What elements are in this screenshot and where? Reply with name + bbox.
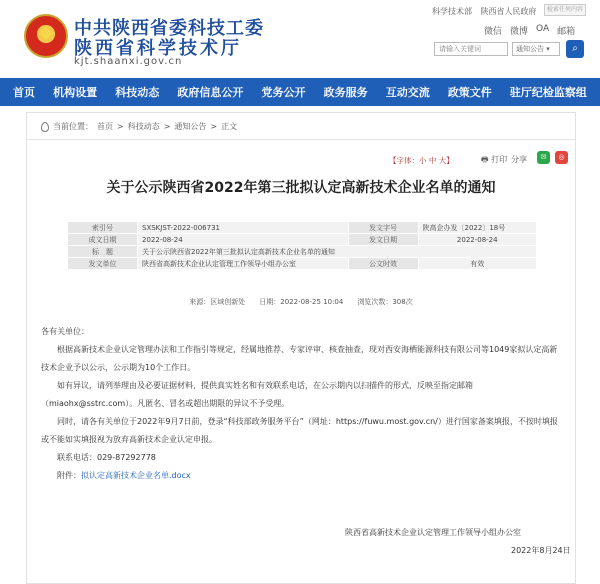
meta-validity-value: 有效 bbox=[418, 258, 536, 270]
nav-organization[interactable]: 机构设置 bbox=[53, 86, 98, 99]
salutation: 各有关单位： bbox=[41, 327, 89, 336]
toplink-most[interactable]: 科学技术部 bbox=[432, 7, 472, 16]
toplink-gov[interactable]: 陕西省人民政府 bbox=[480, 7, 537, 16]
table-row bbox=[68, 222, 537, 234]
nav-home[interactable]: 首页 bbox=[13, 86, 36, 99]
breadcrumb-separator: > bbox=[210, 122, 218, 131]
breadcrumb-current: 正文 bbox=[221, 122, 238, 131]
signature-org: 陕西省高新技术企业认定管理工作领导小组办公室 bbox=[345, 528, 521, 537]
breadcrumb bbox=[41, 121, 237, 132]
nav-inspection[interactable]: 驻厅纪检监察组 bbox=[509, 86, 587, 99]
breadcrumb-prefix: 当前位置： bbox=[53, 122, 93, 131]
wechat-link-icon[interactable]: 微信 bbox=[484, 27, 503, 37]
meta-subject-value: 关于公示陕西省2022年第三批拟认定高新技术企业名单的通知 bbox=[138, 246, 537, 258]
meta-issued-value: 2022-08-24 bbox=[418, 234, 536, 246]
share-label: 分享 bbox=[511, 155, 527, 164]
breadcrumb-notices[interactable]: 通知公告 bbox=[174, 122, 207, 131]
search-button[interactable] bbox=[566, 40, 584, 58]
weibo-share-icon[interactable]: ◎ bbox=[555, 151, 568, 164]
article-source-line: 来源：区域创新处 日期：2022-08-25 10:04 浏览次数：308次 bbox=[189, 298, 413, 306]
main-nav bbox=[0, 78, 600, 106]
print-button[interactable]: 🖶 打印 bbox=[481, 155, 508, 164]
paragraph: 同时，请各有关单位于2022年9月7日前，登录“科技部政务服务平台”（网址：https://fuwu.most.gov.cn/）进行国家备案填报，不按时填报或不能如实填报视为放弃高新技术企业认定申报。 bbox=[41, 417, 558, 444]
attachment-line bbox=[41, 467, 561, 485]
top-links bbox=[432, 6, 543, 17]
search-input[interactable]: 请输入关键词 bbox=[434, 42, 508, 56]
nav-policy[interactable]: 政策文件 bbox=[447, 86, 492, 99]
nav-gov-services[interactable]: 政务服务 bbox=[323, 86, 368, 99]
table-row bbox=[68, 246, 537, 258]
meta-index-label: 索引号 bbox=[68, 222, 138, 234]
meta-created-value: 2022-08-24 bbox=[138, 234, 349, 246]
breadcrumb-divider bbox=[27, 139, 575, 140]
location-pin-icon bbox=[41, 122, 49, 132]
breadcrumb-home[interactable]: 首页 bbox=[97, 122, 113, 131]
article-title: 关于公示陕西省2022年第三批拟认定高新技术企业名单的通知 bbox=[106, 180, 496, 196]
nav-gov-info[interactable]: 政府信息公开 bbox=[177, 86, 244, 99]
mail-link-icon[interactable]: 邮箱 bbox=[557, 27, 576, 37]
table-row bbox=[68, 234, 537, 246]
site-header bbox=[0, 0, 600, 78]
meta-validity-label: 公文时效 bbox=[348, 258, 418, 270]
header-icon-row bbox=[484, 24, 575, 37]
meta-created-label: 成文日期 bbox=[68, 234, 138, 246]
attachment-link[interactable]: 拟认定高新技术企业名单.docx bbox=[81, 471, 191, 480]
search-scope-select[interactable]: 通知公告 ▾ bbox=[512, 42, 560, 56]
article-panel bbox=[26, 112, 576, 584]
article-body bbox=[41, 323, 561, 485]
print-label: 打印 bbox=[491, 155, 508, 164]
site-title: 中共陕西省委科技工委 bbox=[74, 18, 264, 39]
oa-link-icon[interactable]: OA bbox=[536, 24, 550, 34]
table-row bbox=[68, 258, 537, 270]
nav-interaction[interactable]: 互动交流 bbox=[385, 86, 430, 99]
paragraph: 如有异议，请列举理由及必要证据材料，提供真实姓名和有效联系电话，在公示期内以扫描件的形式，反映至指定邮箱（miaohx@sstrc.com）。凡匿名、冒名或超出期限的异议不予受理。 bbox=[41, 381, 473, 408]
contact-phone: 联系电话：029-87292778 bbox=[57, 453, 156, 462]
meta-docno-value: 陕高企办发〔2022〕18号 bbox=[418, 222, 536, 234]
meta-docno-label: 发文字号 bbox=[348, 222, 418, 234]
weibo-link-icon[interactable]: 微博 bbox=[510, 27, 529, 37]
document-meta-table bbox=[67, 221, 537, 270]
meta-org-label: 发文单位 bbox=[68, 258, 138, 270]
nav-tech-news[interactable]: 科技动态 bbox=[115, 86, 160, 99]
top-search-button[interactable]: 检索任何内容 bbox=[544, 4, 586, 16]
breadcrumb-separator: > bbox=[117, 122, 124, 131]
meta-issued-label: 发文日期 bbox=[348, 234, 418, 246]
signature-date: 2022年8月24日 bbox=[511, 546, 571, 555]
site-domain: kjt.shaanxi.gov.cn bbox=[74, 56, 183, 67]
breadcrumb-separator: > bbox=[163, 122, 171, 131]
national-emblem-logo bbox=[24, 14, 68, 58]
wechat-share-icon[interactable]: ✉ bbox=[537, 151, 550, 164]
meta-subject-label: 标 题 bbox=[68, 246, 138, 258]
breadcrumb-tech-news[interactable]: 科技动态 bbox=[127, 122, 160, 131]
meta-index-value: SXSKJST-2022-006731 bbox=[138, 222, 349, 234]
site-subtitle: 陕西省科学技术厅 bbox=[74, 38, 242, 59]
search-icon: ⌕ bbox=[572, 43, 578, 54]
nav-party-affairs[interactable]: 党务公开 bbox=[261, 86, 306, 99]
font-size-switcher[interactable]: 【字体：小 中 大】 bbox=[389, 156, 454, 165]
meta-org-value: 陕西省高新技术企业认定管理工作领导小组办公室 bbox=[138, 258, 349, 270]
attachment-label: 附件： bbox=[57, 471, 81, 480]
paragraph: 根据高新技术企业认定管理办法和工作指引等规定，经属地推荐、专家评审、核查抽查，现对西安海栖能源科技有限公司等1049家拟认定高新技术企业予以公示，公示期为10个工作日。 bbox=[41, 345, 558, 372]
